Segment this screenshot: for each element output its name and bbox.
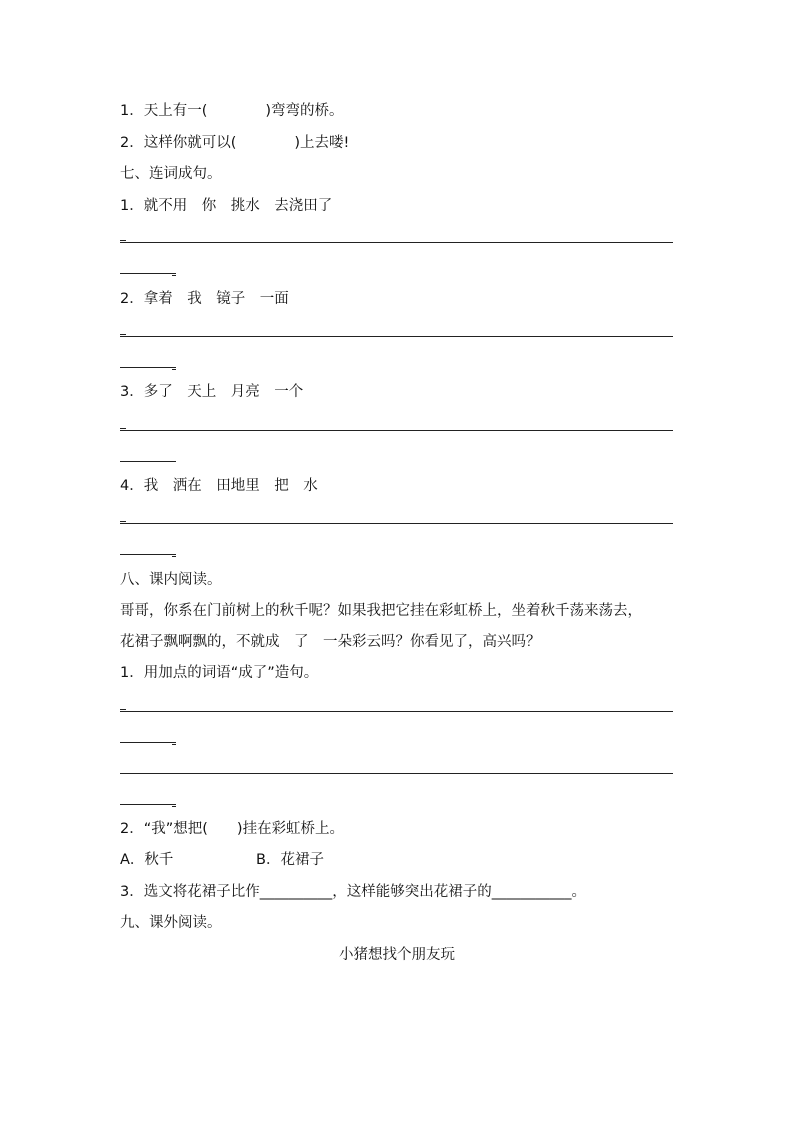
- answer-line[interactable]: [120, 711, 673, 712]
- q7-item-4: 4．我 洒在 田地里 把 水: [120, 478, 318, 494]
- answer-line[interactable]: [120, 242, 673, 243]
- answer-line-dash: [120, 521, 126, 522]
- answer-line-tick: [172, 806, 176, 807]
- answer-line-dash: [120, 240, 126, 241]
- section-8-heading: 八、课内阅读。: [120, 572, 222, 588]
- q7-item-1: 1．就不用 你 挑水 去浇田了: [120, 198, 333, 214]
- q6-item-1: 1．天上有一( )弯弯的桥。: [120, 103, 344, 119]
- answer-line-dash: [120, 428, 126, 429]
- q8-item-1: 1．用加点的词语“成了”造句。: [120, 665, 319, 681]
- story-title: 小猪想找个朋友玩: [339, 947, 455, 963]
- section-9-heading: 九、课外阅读。: [120, 915, 222, 931]
- answer-line-short[interactable]: [120, 461, 176, 462]
- answer-line-dash: [120, 709, 126, 710]
- answer-line-short[interactable]: [120, 273, 176, 274]
- passage-line-1: 哥哥，你系在门前树上的秋千呢？如果我把它挂在彩虹桥上，坐着秋千荡来荡去，: [120, 603, 642, 619]
- section-7-heading: 七、连词成句。: [120, 166, 222, 182]
- answer-line-tick: [172, 275, 176, 276]
- q7-item-3: 3．多了 天上 月亮 一个: [120, 384, 304, 400]
- answer-line-short[interactable]: [120, 742, 176, 743]
- answer-line-tick: [172, 744, 176, 745]
- answer-line[interactable]: [120, 523, 673, 524]
- q8-item-2: 2．“我”想把( )挂在彩虹桥上。: [120, 821, 345, 837]
- answer-line-short[interactable]: [120, 804, 176, 805]
- answer-line-tick: [172, 556, 176, 557]
- answer-line-dash: [120, 334, 126, 335]
- answer-line-short[interactable]: [120, 554, 176, 555]
- option-a[interactable]: A．秋千: [120, 852, 174, 868]
- answer-line[interactable]: [120, 773, 673, 774]
- passage-line-2: 花裙子飘啊飘的，不就成 了 一朵彩云吗？你看见了，高兴吗？: [120, 634, 541, 650]
- q6-item-2: 2．这样你就可以( )上去喽!: [120, 135, 350, 151]
- answer-line-short[interactable]: [120, 367, 176, 368]
- answer-line[interactable]: [120, 430, 673, 431]
- q7-item-2: 2．拿着 我 镜子 一面: [120, 291, 289, 307]
- answer-line[interactable]: [120, 336, 673, 337]
- option-b[interactable]: B．花裙子: [256, 852, 324, 868]
- answer-line-tick: [172, 369, 176, 370]
- q8-item-3: 3．选文将花裙子比作__________，这样能够突出花裙子的___________。: [120, 884, 586, 900]
